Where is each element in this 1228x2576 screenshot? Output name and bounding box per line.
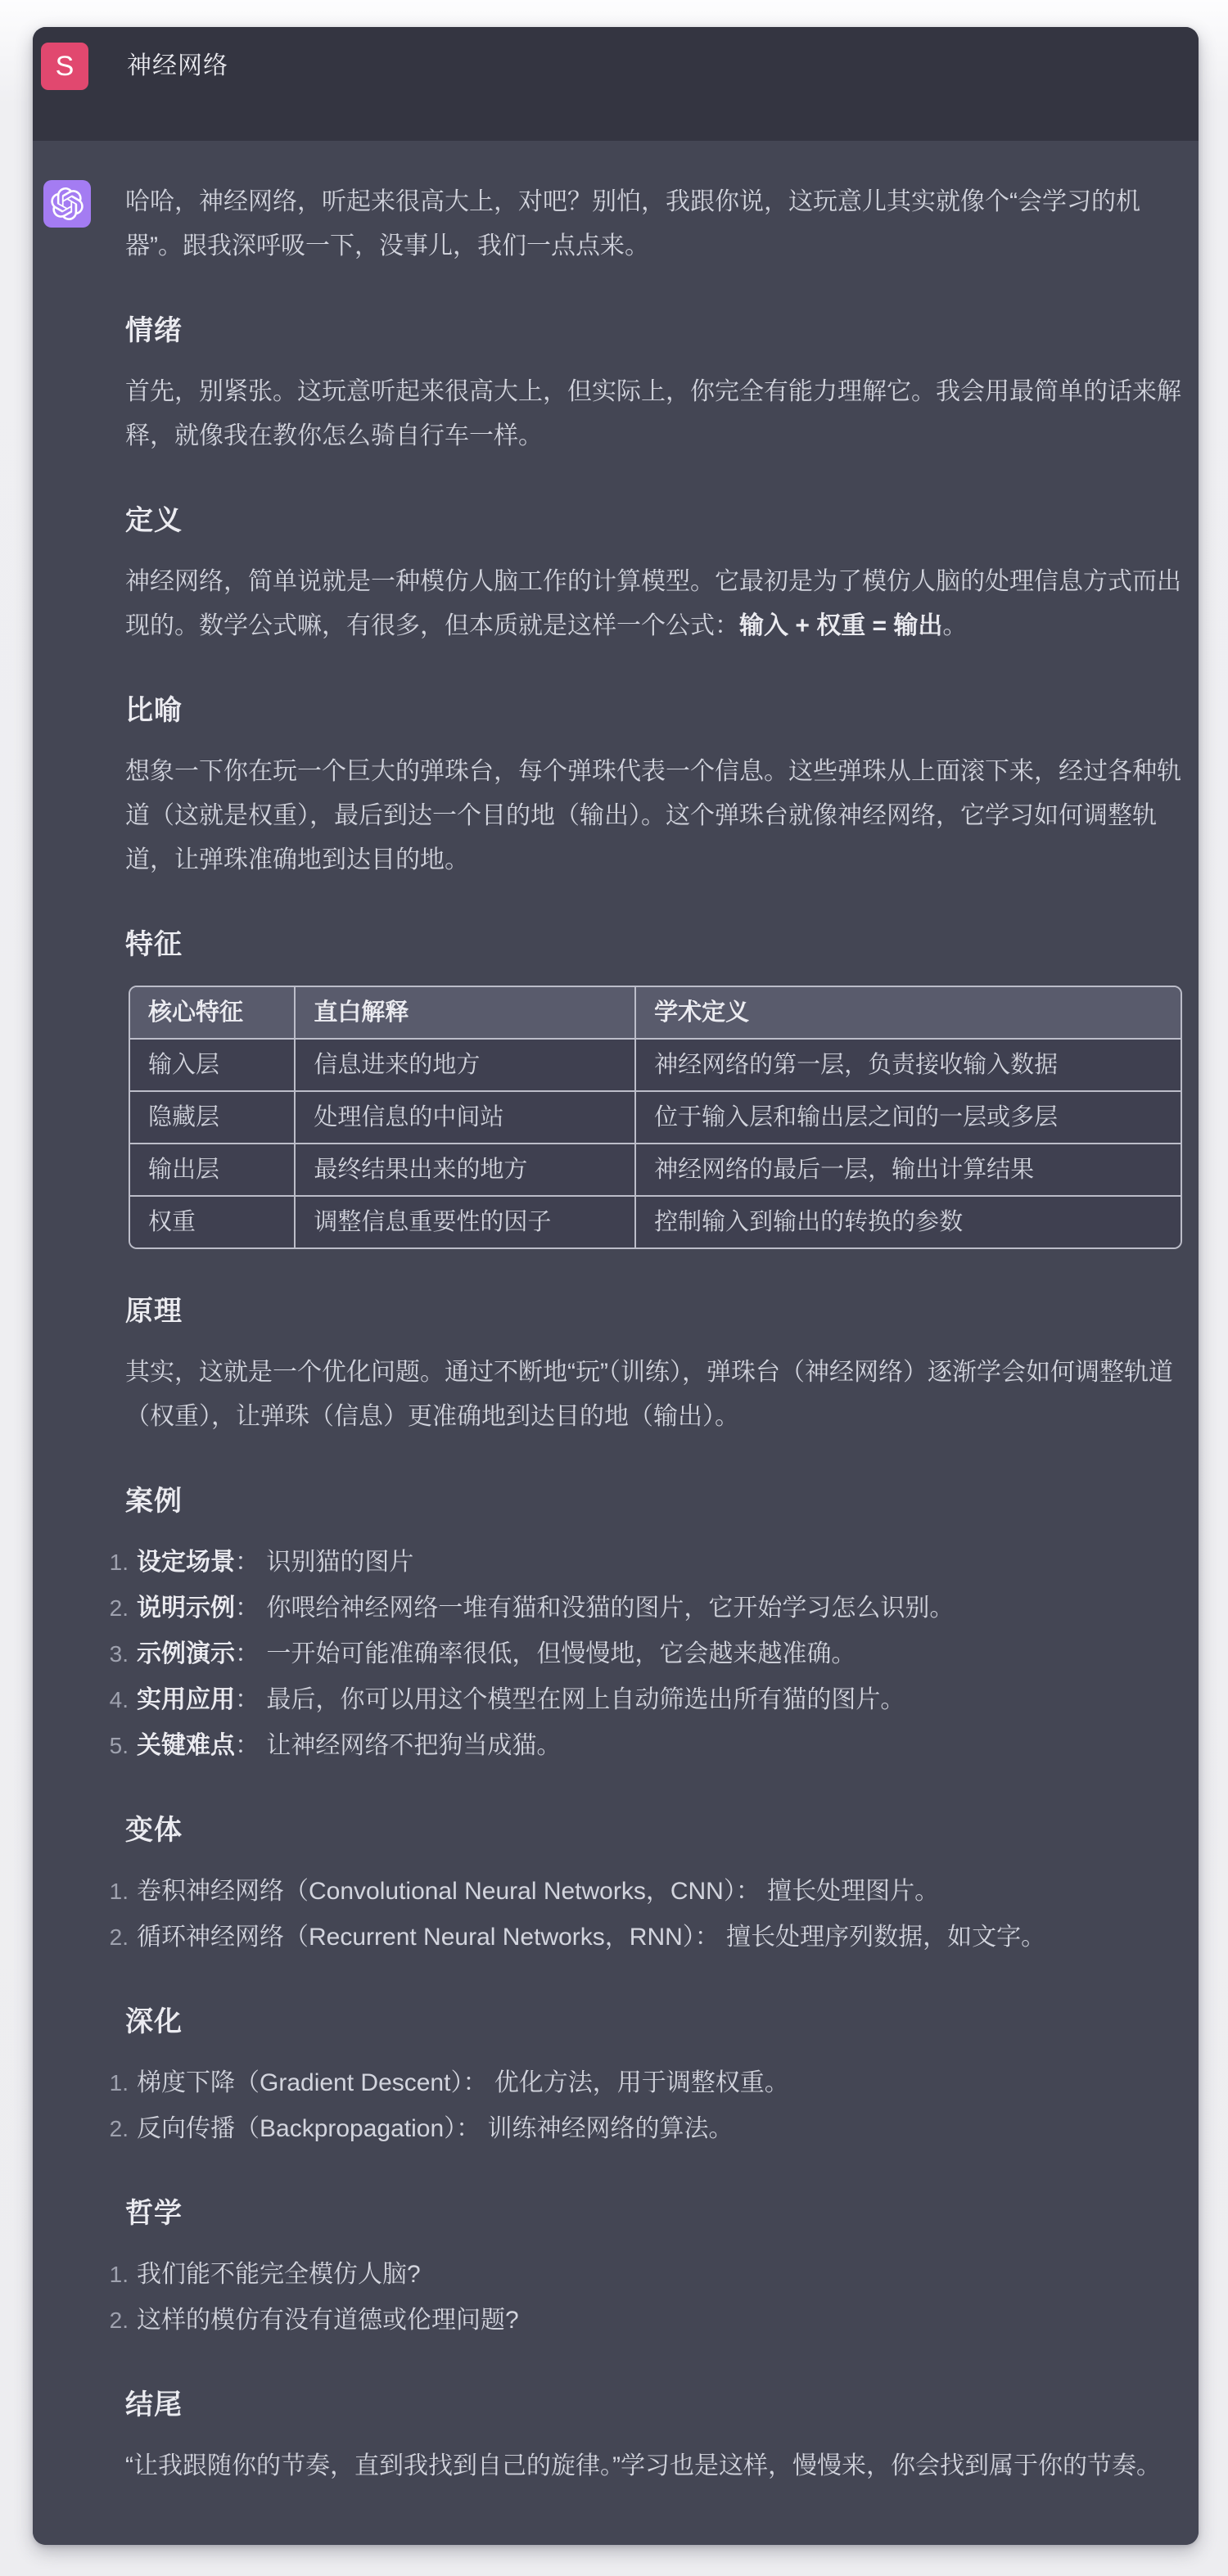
assistant-message [33,141,1199,2545]
definition-text: 神经网络，简单说就是一种模仿人脑工作的计算模型。它最初是为了模仿人脑的处理信息方式而出现的。数学公式嘛，有很多，但本质就是这样一个公式： [125,568,1181,639]
list-item-desc: ： 你喂给神经网络一堆有猫和没猫的图片，它开始学习怎么识别。 [235,1595,955,1622]
ending-paragraph: “让我跟随你的节奏，直到我找到自己的旋律。”学习也是这样，慢慢来，你会找到属于你的节奏。 [125,2452,1161,2479]
section-title-definition: 定义 [125,505,183,536]
emotion-paragraph: 首先，别紧张。这玩意听起来很高大上，但实际上，你完全有能力理解它。我会用最简单的话来解释，就像我在教你怎么骑自行车一样。 [125,378,1181,449]
table-header-row [130,987,1181,1039]
section-title-deepening: 深化 [125,2006,183,2037]
list-item [137,1678,1182,1722]
table-row [130,1144,1181,1196]
list-item [137,1632,1182,1676]
variants-list [125,1870,1182,1960]
list-item-term: 设定场景 [137,1549,235,1576]
principle-paragraph: 其实，这就是一个优化问题。通过不断地“玩”（训练），弹珠台（神经网络）逐渐学会如何调整轨道（权重），让弹珠（信息）更准确地到达目的地（输出）。 [125,1359,1173,1430]
list-item: 这样的模仿有没有道德或伦理问题? [137,2307,519,2334]
definition-formula: 输入 + 权重 = 输出 [739,612,943,639]
message-content [125,180,1182,2488]
list-item: 反向传播（Backpropagation）： 训练神经网络的算法。 [137,2115,734,2142]
list-item-term: 实用应用 [137,1686,235,1713]
table-cell: 位于输入层和输出层之间的一层或多层 [635,1091,1181,1144]
table-header-cell: 直白解释 [295,987,635,1039]
list-item-desc: ： 最后，你可以用这个模型在网上自动筛选出所有猫的图片。 [235,1686,905,1713]
user-badge-letter: S [55,50,74,82]
features-table [129,986,1182,1249]
conversation-card [33,27,1199,2545]
openai-logo-icon [51,187,84,220]
list-item-desc: ： 一开始可能准确率很低，但慢慢地，它会越来越准确。 [235,1640,856,1667]
list-item-desc: ： 识别猫的图片 [235,1549,414,1576]
intro-paragraph: 哈哈，神经网络，听起来很高大上，对吧？别怕，我跟你说，这玩意儿其实就像个“会学习的机器”。跟我深呼吸一下，没事儿，我们一点点来。 [125,188,1140,259]
card-header [33,27,1199,141]
section-title-philosophy: 哲学 [125,2198,183,2229]
assistant-avatar [43,180,91,228]
table-cell: 信息进来的地方 [295,1039,635,1091]
table-row [130,1091,1181,1144]
deepening-list [125,2061,1182,2151]
list-item: 我们能不能完全模仿人脑? [137,2261,421,2288]
section-title-examples: 案例 [125,1486,183,1517]
user-badge [41,43,88,90]
list-item: 卷积神经网络（Convolutional Neural Networks，CNN）： 擅长处理图片。 [137,1878,940,1905]
list-item: 梯度下降（Gradient Descent）： 优化方法，用于调整权重。 [137,2069,789,2096]
table-cell: 权重 [130,1196,295,1247]
philosophy-list [125,2253,1182,2343]
section-title-metaphor: 比喻 [125,695,183,726]
definition-text-after: 。 [942,612,968,639]
list-item-desc: ： 让神经网络不把狗当成猫。 [235,1732,562,1759]
table-cell: 输入层 [130,1039,295,1091]
table-cell: 控制输入到输出的转换的参数 [635,1196,1181,1247]
section-title-features: 特征 [125,929,183,960]
page-title: 神经网络 [127,52,228,79]
section-title-ending: 结尾 [125,2389,183,2420]
table-cell: 处理信息的中间站 [295,1091,635,1144]
table-row [130,1196,1181,1247]
list-item-term: 关键难点 [137,1732,235,1759]
table-header-cell: 核心特征 [130,987,295,1039]
table-cell: 调整信息重要性的因子 [295,1196,635,1247]
list-item [137,1541,1182,1585]
table-row [130,1039,1181,1091]
table-cell: 最终结果出来的地方 [295,1144,635,1196]
table-cell: 输出层 [130,1144,295,1196]
section-title-emotion: 情绪 [125,315,183,346]
list-item: 循环神经网络（Recurrent Neural Networks，RNN）： 擅长处理序列数据，如文字。 [137,1924,1046,1951]
list-item [137,1724,1182,1768]
table-cell: 神经网络的第一层，负责接收输入数据 [635,1039,1181,1091]
table-cell: 隐藏层 [130,1091,295,1144]
list-item-term: 说明示例 [137,1595,235,1622]
table-cell: 神经网络的最后一层，输出计算结果 [635,1144,1181,1196]
section-title-principle: 原理 [125,1296,183,1327]
section-title-variants: 变体 [125,1815,183,1846]
examples-list [125,1541,1182,1768]
metaphor-paragraph: 想象一下你在玩一个巨大的弹珠台，每个弹珠代表一个信息。这些弹珠从上面滚下来，经过各种轨道（这就是权重），最后到达一个目的地（输出）。这个弹珠台就像神经网络，它学习如何调整轨道，让弹珠准确地到达目的地。 [125,758,1181,873]
table-header-cell: 学术定义 [635,987,1181,1039]
list-item-term: 示例演示 [137,1640,235,1667]
list-item [137,1586,1182,1631]
definition-paragraph [125,560,1182,648]
